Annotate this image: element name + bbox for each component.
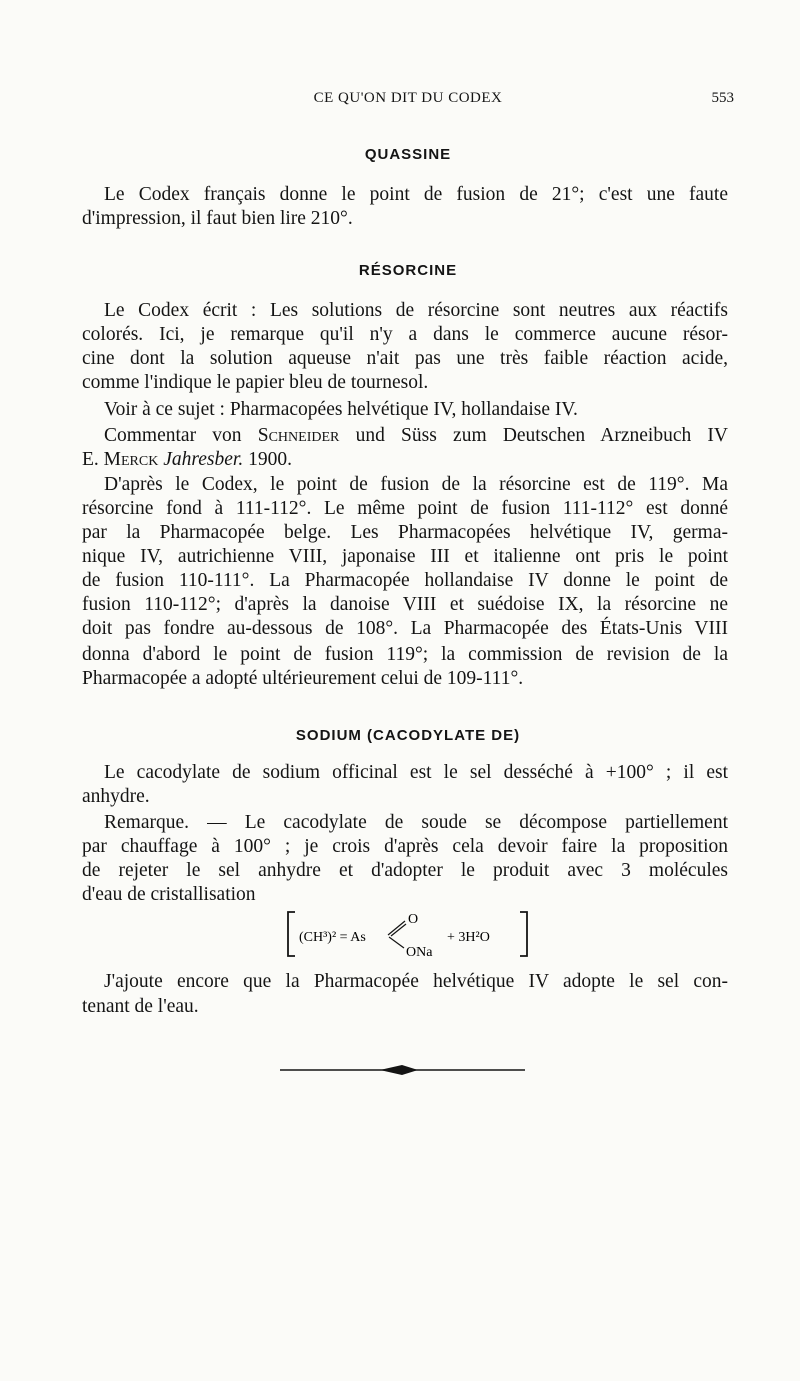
publication-title: Jahresber. bbox=[163, 449, 244, 470]
paragraph-line: de fusion 110-111°. La Pharmacopée hollandaise IV donne le point de bbox=[82, 570, 728, 591]
paragraph-line bbox=[104, 424, 728, 448]
paragraph-line: nique IV, autrichienne VIII, japonaise III et italienne ont pris le point bbox=[82, 546, 728, 567]
formula-left: (CH³)² = As bbox=[299, 930, 366, 945]
formula-top-group: O bbox=[408, 912, 419, 927]
section-title-quassine: QUASSINE bbox=[364, 146, 452, 163]
paragraph-line: doit pas fondre au-dessous de 108°. La Pharmacopée des États-Unis VIII bbox=[82, 618, 728, 639]
formula-bottom-group: ONa bbox=[406, 945, 433, 960]
paragraph-line: Voir à ce sujet : Pharmacopées helvétique IV, hollandaise IV. bbox=[104, 399, 578, 420]
formula-right: + 3H²O bbox=[447, 930, 490, 945]
paragraph-line: tenant de l'eau. bbox=[82, 996, 199, 1017]
running-title: CE QU'ON DIT DU CODEX bbox=[313, 90, 503, 106]
inline-text: Commentar von bbox=[104, 425, 242, 446]
paragraph-line: fusion 110-112°; d'après la danoise VIII et suédoise IX, la résorcine ne bbox=[82, 594, 728, 615]
section-title-resorcine: RÉSORCINE bbox=[358, 262, 458, 279]
paragraph-line: donna d'abord le point de fusion 119°; la commission de revision de la bbox=[82, 644, 728, 665]
paragraph-line: Le cacodylate de sodium officinal est le sel desséché à +100° ; il est bbox=[104, 762, 728, 783]
paragraph-line: d'impression, il faut bien lire 210°. bbox=[82, 208, 353, 229]
paragraph-line: résorcine fond à 111-112°. Le même point de fusion 111-112° est donné bbox=[82, 498, 728, 519]
end-ornament bbox=[280, 1062, 525, 1078]
paragraph-line: cine dont la solution aqueuse n'ait pas une très faible réaction acide, bbox=[82, 348, 728, 369]
paragraph-line bbox=[82, 448, 728, 472]
paragraph-line: J'ajoute encore que la Pharmacopée helvétique IV adopte le sel con- bbox=[104, 971, 728, 992]
upper-bond bbox=[388, 921, 405, 935]
page-header bbox=[82, 90, 734, 114]
page-number: 553 bbox=[711, 90, 734, 106]
paragraph-line: Le Codex français donne le point de fusion de 21°; c'est une faute bbox=[104, 184, 728, 205]
left-bracket bbox=[288, 912, 295, 956]
paragraph-line: de rejeter le sel anhydre et d'adopter le produit avec 3 molécules bbox=[82, 860, 728, 881]
right-bracket bbox=[520, 912, 527, 956]
paragraph-line: par la Pharmacopée belge. Les Pharmacopées helvétique IV, germa- bbox=[82, 522, 728, 543]
paragraph-line: D'après le Codex, le point de fusion de la résorcine est de 119°. Ma bbox=[104, 474, 728, 495]
inline-text: E. bbox=[82, 449, 99, 470]
paragraph-line: Remarque. — Le cacodylate de soude se décompose partiellement bbox=[104, 812, 728, 833]
lower-bond bbox=[389, 937, 404, 948]
inline-text: 1900. bbox=[248, 449, 292, 470]
paragraph-line: Pharmacopée a adopté ultérieurement celui de 109-111°. bbox=[82, 668, 524, 689]
author-name: Merck bbox=[103, 449, 159, 470]
chemical-formula bbox=[285, 908, 530, 960]
paragraph-line: comme l'indique le papier bleu de tournesol. bbox=[82, 372, 429, 393]
section-title-sodium: SODIUM (CACODYLATE DE) bbox=[295, 727, 521, 744]
paragraph-line: par chauffage à 100° ; je crois d'après cela devoir faire la proposition bbox=[82, 836, 728, 857]
inline-text: und Süss zum Deutschen Arzneibuch IV bbox=[355, 425, 729, 446]
paragraph-line: Le Codex écrit : Les solutions de résorcine sont neutres aux réactifs bbox=[104, 300, 728, 321]
paragraph-line: anhydre. bbox=[82, 786, 150, 807]
paragraph-line: d'eau de cristallisation bbox=[82, 884, 256, 905]
paragraph-line: colorés. Ici, je remarque qu'il n'y a dans le commerce aucune résor- bbox=[82, 324, 728, 345]
author-name: Schneider bbox=[257, 425, 340, 446]
